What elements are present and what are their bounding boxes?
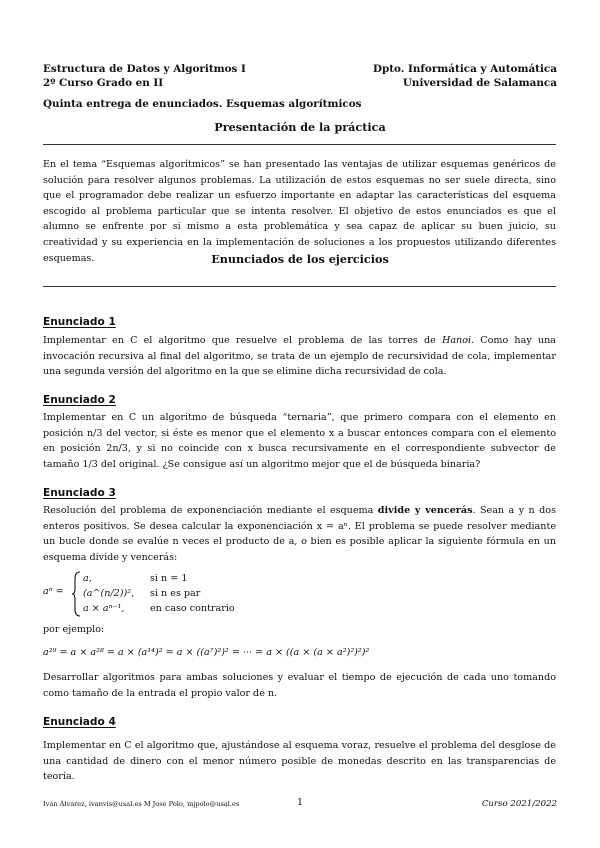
example-formula: a²⁹ = a × a²⁸ = a × (a¹⁴)² = a × ((a⁷)²)² = ··· = a × ((a × (a × a²)²)²)² bbox=[43, 647, 370, 658]
enunciado-2-text: Implementar en C un algoritmo de búsqueda “ternaria”, que primero compara con el elemento en posición n/3 del vector, si éste es menor que el elemento x a buscar entonces compara con el elemento en posición 2n/3, y si no coincide con x busca recursivamente en el correspondiente subvector de tamaño 1/3 del original. ¿Se consigue así un algoritmo mejor que el de búsqueda binaria? bbox=[43, 412, 556, 470]
case-1-expression: a, bbox=[83, 573, 92, 584]
course-name: Estructura de Datos y Algoritmos I bbox=[43, 63, 246, 75]
department-name: Dpto. Informática y Automática bbox=[372, 63, 557, 75]
exponentiation-formula bbox=[43, 571, 343, 617]
enunciado-1-heading: Enunciado 1 bbox=[43, 316, 116, 328]
page-number: 1 bbox=[296, 797, 304, 808]
university-name: Universidad de Salamanca bbox=[402, 77, 557, 89]
case-2-expression: (a^(n/2))², bbox=[83, 588, 135, 599]
divider bbox=[43, 144, 556, 145]
case-1-condition: si n = 1 bbox=[150, 573, 188, 584]
exercises-title: Enunciados de los ejercicios bbox=[211, 252, 389, 266]
example-label: por ejemplo: bbox=[43, 624, 105, 635]
footer-term: Curso 2021/2022 bbox=[481, 799, 557, 809]
enunciado-1-text: Implementar en C el algoritmo que resuelve el problema de las torres de Hanoi. Como hay una invocación recursiva al final del algoritmo, se trata de un ejemplo de recursividad de cola, implementar una segunda versión del algoritmo en la que se elimine dicha recursividad de cola. bbox=[43, 335, 556, 378]
document-subtitle: Quinta entrega de enunciados. Esquemas algorítmicos bbox=[43, 98, 362, 110]
case-2-condition: si n es par bbox=[150, 588, 201, 599]
course-year: 2º Curso Grado en II bbox=[43, 77, 164, 89]
enunciado-3-heading: Enunciado 3 bbox=[43, 487, 116, 499]
case-3-expression: a × aⁿ⁻¹, bbox=[83, 603, 125, 614]
presentation-paragraph: En el tema “Esquemas algorítmicos” se han presentado las ventajas de utilizar esquemas genéricos de solución para resolver algunos problemas. La utilización de estos esquemas no ser suele directa, sino que el programador debe realizar un esfuerzo importante en adaptar las características del esquema escogido al problema particular que se intenta resolver. El objetivo de estos enunciados es que el alumno se enfrente por si mismo a esta problemática y sea capaz de aplicar su buen juicio, su creatividad y su experiencia en la implementación de soluciones a los propuestos utilizando diferentes esquemas. bbox=[43, 159, 556, 264]
enunciado-3-text: Resolución del problema de exponenciación mediante el esquema divide y vencerás. Sean a y n dos enteros positivos. Se desea calcular la exponenciación x = aⁿ. El problema se puede resolver mediante un bucle donde se evalúe n veces el producto de a, o bien es posible aplicar la siguiente fórmula en un esquema divide y vencerás: bbox=[43, 505, 557, 563]
enunciado-3-closing: Desarrollar algoritmos para ambas soluciones y evaluar el tiempo de ejecución de cada uno tomando como tamaño de la entrada el propio valor de n. bbox=[43, 672, 556, 699]
presentation-title: Presentación de la práctica bbox=[214, 120, 386, 134]
divider bbox=[43, 286, 556, 287]
left-brace-icon bbox=[71, 571, 81, 617]
enunciado-2-heading: Enunciado 2 bbox=[43, 394, 116, 406]
case-3-condition: en caso contrario bbox=[150, 603, 235, 614]
formula-lhs: aⁿ = bbox=[43, 586, 64, 597]
enunciado-4-text: Implementar en C el algoritmo que, ajustándose al esquema voraz, resuelve el problema del desglose de una cantidad de dinero con el menor número posible de monedas descrito en las transparencias de teoría. bbox=[43, 740, 556, 783]
enunciado-4-heading: Enunciado 4 bbox=[43, 716, 116, 728]
footer-authors: Iván Álvarez, ivanvis@usal.es M José Polo, mjpolo@usal.es bbox=[43, 800, 240, 808]
